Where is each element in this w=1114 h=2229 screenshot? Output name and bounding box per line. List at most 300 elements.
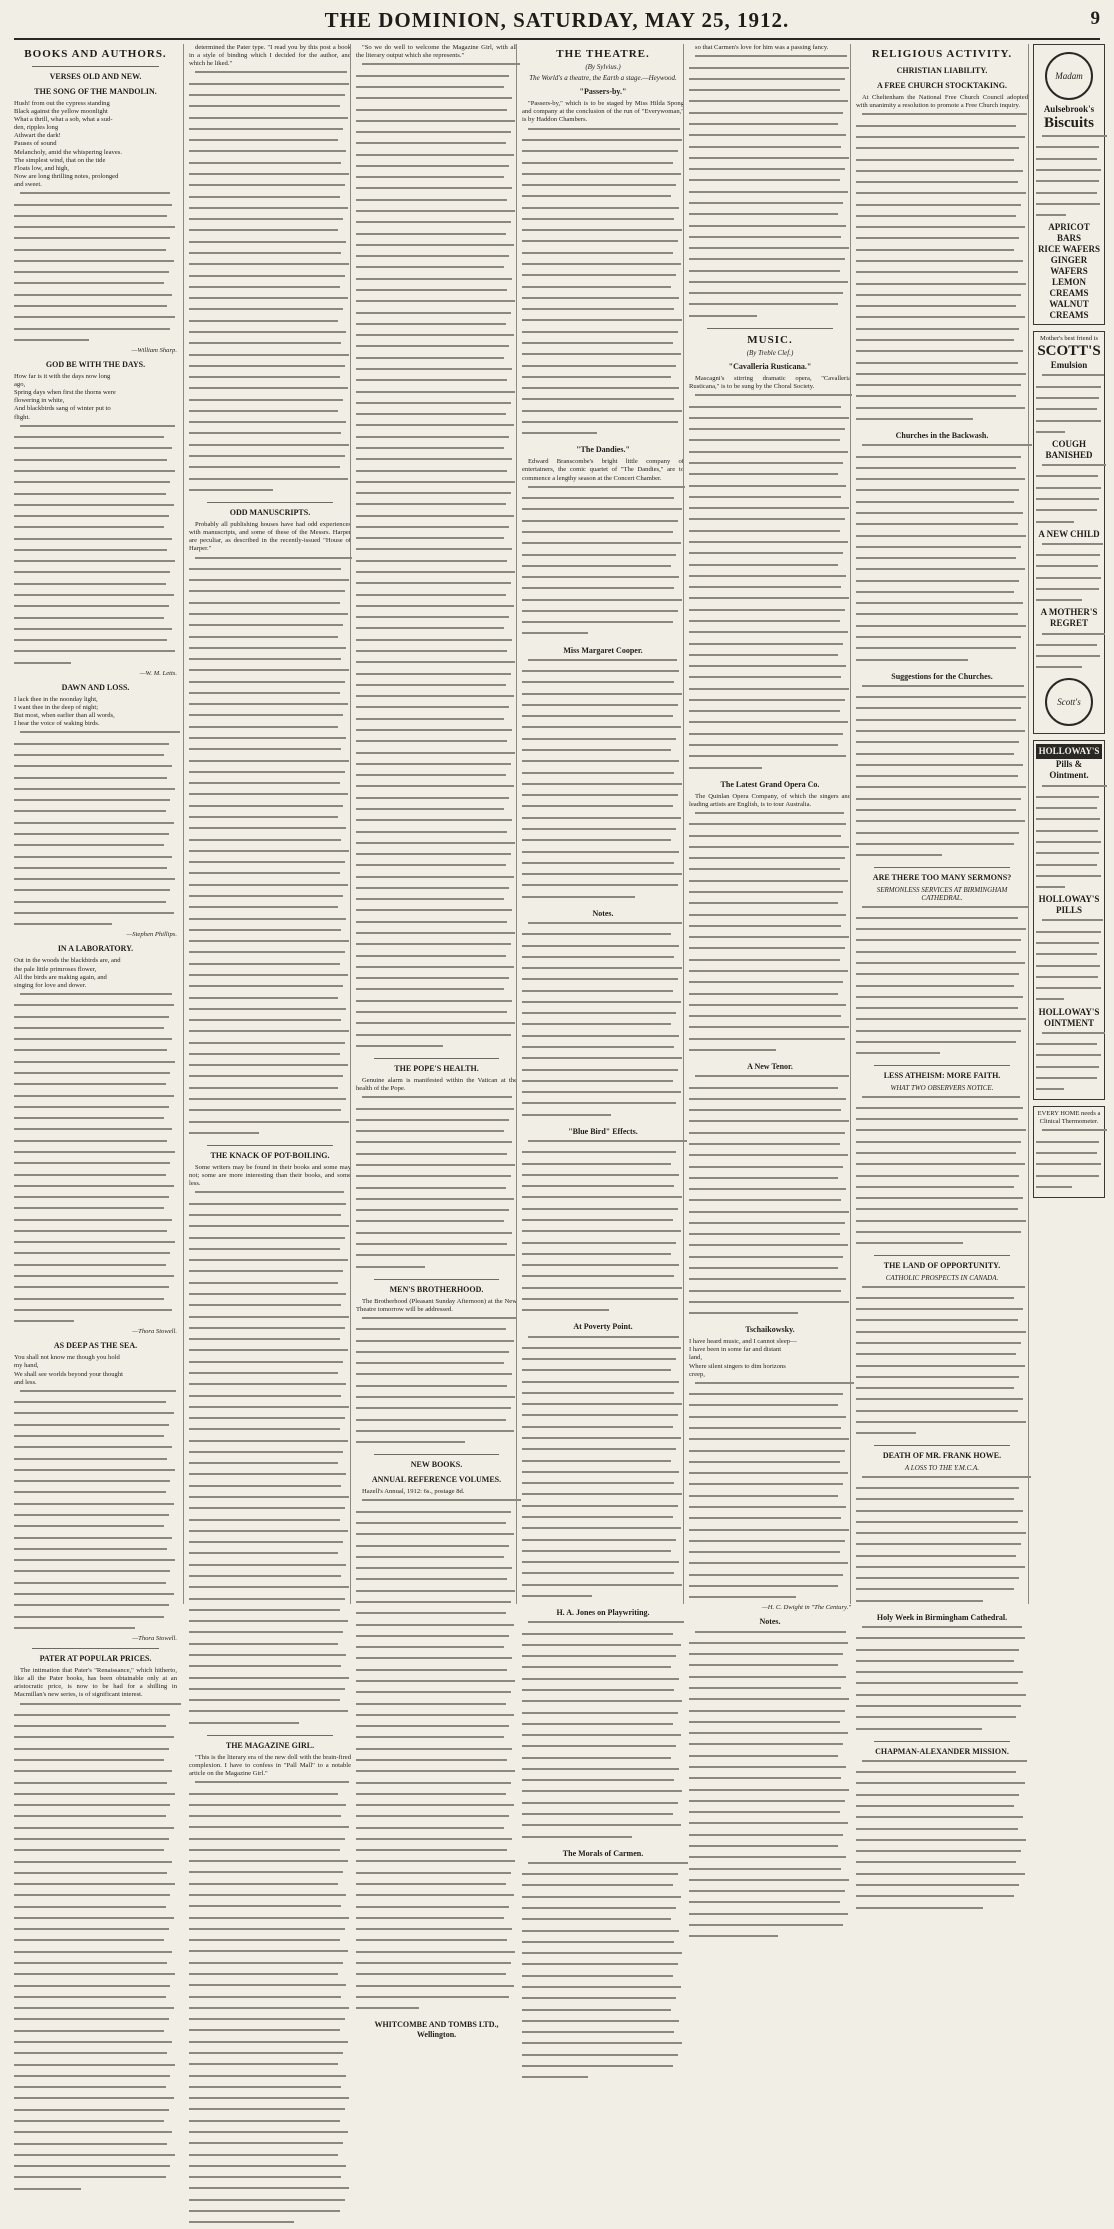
text-line <box>1036 397 1102 405</box>
text-line <box>856 1387 1028 1395</box>
text-line <box>1036 796 1102 804</box>
text-line <box>856 1884 1028 1892</box>
text-line <box>14 1264 177 1272</box>
text-line <box>14 1298 177 1306</box>
text-line <box>856 809 1028 817</box>
text-lines <box>689 812 851 1057</box>
text-line <box>189 1598 351 1606</box>
text-line <box>14 2018 177 2026</box>
text-line <box>1036 953 1102 961</box>
text-line <box>14 1973 177 1981</box>
text-line <box>856 568 1028 576</box>
text-line <box>522 398 684 406</box>
ad-text: EVERY HOME needs a Clinical Thermometer. <box>1037 1110 1101 1126</box>
text-line <box>856 685 1028 693</box>
text-line <box>522 933 684 941</box>
text-line <box>14 1616 177 1624</box>
column-3 <box>350 44 517 2040</box>
text-line <box>689 1710 851 1718</box>
text-line <box>522 1997 684 2005</box>
text-line <box>689 1879 851 1887</box>
text-line <box>189 602 351 610</box>
text-line <box>356 1556 517 1564</box>
text-lines <box>856 906 1028 1061</box>
text-line <box>1036 886 1102 894</box>
text-line <box>189 2041 351 2049</box>
text-line <box>189 1722 351 1730</box>
text-line <box>689 1562 851 1570</box>
text-line <box>1036 976 1102 984</box>
text-line <box>522 1369 684 1377</box>
text-line <box>1036 192 1102 200</box>
text-line <box>189 985 351 993</box>
text-lines <box>522 486 684 641</box>
text-line <box>14 282 177 290</box>
text-line <box>522 1471 684 1479</box>
text-line <box>189 906 351 914</box>
text-line <box>522 681 684 689</box>
text-line <box>356 1838 517 1846</box>
text-line <box>14 1759 177 1767</box>
text-line <box>1036 965 1102 973</box>
text-line <box>189 432 351 440</box>
byline: (By Sylvius.) <box>585 63 621 71</box>
text-line <box>856 1365 1028 1373</box>
text-line <box>689 1244 851 1252</box>
text-line <box>356 1220 517 1228</box>
text-line <box>189 1109 351 1117</box>
text-line <box>189 1552 351 1560</box>
text-line <box>356 312 517 320</box>
text-line <box>522 331 684 339</box>
text-line <box>189 1304 351 1312</box>
text-line <box>356 1232 517 1240</box>
text-line <box>689 1664 851 1672</box>
text-line <box>522 726 684 734</box>
text-line <box>856 339 1028 347</box>
madam-portrait: Madam <box>1045 52 1093 100</box>
text-line <box>189 1053 351 1061</box>
text-lines <box>522 128 684 441</box>
text-line <box>356 1511 517 1519</box>
text-line <box>189 117 351 125</box>
text-line <box>189 2075 351 2083</box>
text-line <box>356 176 517 184</box>
text-line <box>356 650 517 658</box>
text-line <box>856 939 1028 947</box>
text-line <box>689 1777 851 1785</box>
text-line <box>356 1419 517 1427</box>
text-lines <box>856 113 1028 426</box>
text-line <box>14 1106 177 1114</box>
text-lines <box>14 1703 177 2196</box>
subheading-less-atheism: LESS ATHEISM: MORE FAITH. <box>883 1071 1001 1081</box>
text-line <box>522 587 684 595</box>
text-line <box>689 631 851 639</box>
text-line <box>1036 1088 1102 1096</box>
text-line <box>1036 158 1102 166</box>
text-lines <box>1036 1129 1102 1194</box>
text-line <box>522 1644 684 1652</box>
text-line <box>189 173 351 181</box>
text-line <box>356 323 517 331</box>
text-line <box>1036 565 1102 573</box>
text-line <box>689 78 851 86</box>
text-line <box>856 215 1028 223</box>
text-line <box>14 515 177 523</box>
text-line <box>522 554 684 562</box>
text-line <box>356 1601 517 1609</box>
text-line <box>14 1928 177 1936</box>
text-line <box>689 1143 851 1151</box>
subheading-christian-liability: CHRISTIAN LIABILITY. <box>896 66 988 75</box>
text-line <box>14 2041 177 2049</box>
text-line <box>522 1309 684 1317</box>
text-line <box>522 1242 684 1250</box>
text-lines <box>1036 135 1102 222</box>
text-line <box>189 1030 351 1038</box>
text-line <box>189 816 351 824</box>
text-line <box>856 962 1028 970</box>
subheading-passers-by: "Passers-by." <box>579 87 627 97</box>
text-line <box>356 785 517 793</box>
text-line <box>356 221 517 229</box>
text-line <box>1036 633 1102 641</box>
text-line <box>689 1766 851 1774</box>
text-line <box>356 75 517 83</box>
text-line <box>689 868 851 876</box>
text-line <box>522 1666 684 1674</box>
text-line <box>856 1030 1028 1038</box>
text-lines <box>856 1286 1028 1441</box>
text-line <box>522 1057 684 1065</box>
text-line <box>14 822 177 830</box>
column-2 <box>183 44 351 1777</box>
text-line <box>856 591 1028 599</box>
text-line <box>356 1396 517 1404</box>
text-line <box>689 315 851 323</box>
text-line <box>356 932 517 940</box>
text-line <box>189 1815 351 1823</box>
article-paragraph: "So we do well to welcome the Magazine Girl, with all the literary output which she represents." <box>356 44 517 60</box>
text-line <box>189 1939 351 1947</box>
text-lines <box>689 1382 851 1604</box>
text-line <box>189 1710 351 1718</box>
text-lines <box>356 1499 517 2015</box>
text-line <box>522 1824 684 1832</box>
text-line <box>689 970 851 978</box>
text-line <box>14 2188 177 2196</box>
text-line <box>14 777 177 785</box>
text-line <box>856 1353 1028 1361</box>
text-line <box>689 857 851 865</box>
text-line <box>189 1214 351 1222</box>
text-line <box>189 1699 351 1707</box>
subheading-notes: Notes. <box>592 908 614 918</box>
subheading-holy-week: Holy Week in Birmingham Cathedral. <box>876 1612 1008 1622</box>
text-line <box>356 1691 517 1699</box>
text-line <box>14 328 177 336</box>
text-line <box>856 204 1028 212</box>
text-line <box>689 1913 851 1921</box>
text-line <box>189 1793 351 1801</box>
text-line <box>14 650 177 658</box>
text-line <box>356 1736 517 1744</box>
text-line <box>689 213 851 221</box>
text-line <box>356 1669 517 1677</box>
text-line <box>189 1349 351 1357</box>
subheading-frank-howe: DEATH OF MR. FRANK HOWE. <box>882 1451 1002 1461</box>
text-line <box>14 1894 177 1902</box>
text-line <box>522 783 684 791</box>
section-heading-religious: RELIGIOUS ACTIVITY. <box>871 48 1013 60</box>
text-line <box>356 909 517 917</box>
text-line <box>189 624 351 632</box>
epigraph: The World's a theatre, the Earth a stage.—Heywood. <box>529 74 677 83</box>
text-line <box>689 1631 851 1639</box>
poem-title-mandolin: THE SONG OF THE MANDOLIN. <box>34 87 157 96</box>
text-line <box>856 1208 1028 1216</box>
text-line <box>189 2165 351 2173</box>
text-line <box>856 1220 1028 1228</box>
text-line <box>356 1351 517 1359</box>
text-line <box>689 1312 851 1320</box>
text-line <box>189 805 351 813</box>
text-line <box>689 1755 851 1763</box>
text-line <box>522 956 684 964</box>
text-line <box>14 1838 177 1846</box>
text-line <box>14 743 177 751</box>
text-line <box>522 387 684 395</box>
text-line <box>189 139 351 147</box>
text-line <box>14 788 177 796</box>
subheading-mens-brotherhood: MEN'S BROTHERHOOD. <box>389 1284 484 1294</box>
text-line <box>522 1975 684 1983</box>
text-line <box>689 755 851 763</box>
text-line <box>1036 169 1102 177</box>
text-line <box>522 760 684 768</box>
text-line <box>522 1287 684 1295</box>
text-line <box>856 1521 1028 1529</box>
text-line <box>689 744 851 752</box>
text-line <box>856 1510 1028 1518</box>
text-line <box>189 1440 351 1448</box>
text-line <box>522 497 684 505</box>
text-line <box>856 147 1028 155</box>
text-line <box>689 258 851 266</box>
text-line <box>14 993 177 1001</box>
text-line <box>856 535 1028 543</box>
text-line <box>189 184 351 192</box>
text-line <box>522 1023 684 1031</box>
text-line <box>14 1793 177 1801</box>
text-line <box>689 1015 851 1023</box>
text-lines <box>14 192 177 347</box>
text-line <box>689 1098 851 1106</box>
text-line <box>522 1102 684 1110</box>
text-line <box>856 1577 1028 1585</box>
text-line <box>189 1473 351 1481</box>
text-line <box>356 537 517 545</box>
text-line <box>356 1703 517 1711</box>
text-line <box>856 226 1028 234</box>
text-line <box>522 365 684 373</box>
text-line <box>356 154 517 162</box>
subheading-odd-manuscripts: ODD MANUSCRIPTS. <box>229 507 311 517</box>
text-line <box>189 1019 351 1027</box>
text-line <box>522 1550 684 1558</box>
text-line <box>356 1373 517 1381</box>
text-line <box>189 1338 351 1346</box>
article-paragraph: Edward Branscombe's bright little company of entertainers, the comic quartet of "The Dandies," are to commence a lengthy season at the Concert Chamber. <box>522 458 684 482</box>
text-line <box>14 1196 177 1204</box>
text-lines <box>856 685 1028 862</box>
text-line <box>856 786 1028 794</box>
text-line <box>189 1564 351 1572</box>
text-lines <box>189 1191 351 1729</box>
text-line <box>356 1725 517 1733</box>
holloways-ad <box>1033 740 1105 1100</box>
text-line <box>356 1951 517 1959</box>
subheading-stocktaking: A FREE CHURCH STOCKTAKING. <box>877 81 1007 90</box>
text-line <box>14 1951 177 1959</box>
text-line <box>689 191 851 199</box>
text-line <box>189 1905 351 1913</box>
page-number: 9 <box>1090 8 1100 29</box>
text-line <box>14 1016 177 1024</box>
text-line <box>14 867 177 875</box>
text-line <box>1036 919 1102 927</box>
text-line <box>856 1716 1028 1724</box>
text-line <box>856 113 1028 121</box>
text-line <box>1036 852 1102 860</box>
text-line <box>356 1849 517 1857</box>
text-line <box>856 1805 1028 1813</box>
text-line <box>522 862 684 870</box>
text-line <box>356 1894 517 1902</box>
text-line <box>522 1336 684 1344</box>
text-line <box>856 1907 1028 1915</box>
text-line <box>522 319 684 327</box>
poem-title-dawn-and-loss: DAWN AND LOSS. <box>61 682 130 692</box>
text-line <box>189 2007 351 2015</box>
text-line <box>356 289 517 297</box>
text-line <box>522 1091 684 1099</box>
text-line <box>689 1049 851 1057</box>
text-lines <box>522 922 684 1122</box>
aulsebrook-biscuits-ad: Madam Aulsebrook's Biscuits APRICOT BARS RICE WAFERS GINGER WAFERS LEMON CREAMS WALNUT CREAMS <box>1033 44 1105 325</box>
text-line <box>356 424 517 432</box>
text-line <box>189 1530 351 1538</box>
text-line <box>522 704 684 712</box>
text-line <box>14 1770 177 1778</box>
text-line <box>189 207 351 215</box>
text-line <box>689 1472 851 1480</box>
text-line <box>14 583 177 591</box>
text-line <box>14 2176 177 2184</box>
text-line <box>856 305 1028 313</box>
text-line <box>356 1928 517 1936</box>
text-line <box>14 1140 177 1148</box>
text-line <box>189 636 351 644</box>
text-line <box>189 963 351 971</box>
text-line <box>189 974 351 982</box>
text-line <box>356 1657 517 1665</box>
text-line <box>356 977 517 985</box>
text-line <box>356 1680 517 1688</box>
text-line <box>14 594 177 602</box>
text-line <box>356 379 517 387</box>
text-line <box>356 1045 517 1053</box>
text-line <box>356 165 517 173</box>
text-line <box>689 1845 851 1853</box>
text-line <box>189 1406 351 1414</box>
text-line <box>689 1290 851 1298</box>
text-line <box>522 1655 684 1663</box>
advertisements-column <box>1028 44 1105 1604</box>
text-line <box>14 1525 177 1533</box>
text-line <box>689 134 851 142</box>
text-line <box>522 139 684 147</box>
ad-product: Emulsion <box>1050 360 1088 371</box>
text-line <box>522 2054 684 2062</box>
text-line <box>14 2120 177 2128</box>
text-line <box>689 89 851 97</box>
text-line <box>522 1595 684 1603</box>
text-line <box>689 654 851 662</box>
text-line <box>856 832 1028 840</box>
text-line <box>689 1822 851 1830</box>
subheading-blue-bird: "Blue Bird" Effects. <box>568 1126 638 1136</box>
text-lines <box>1036 919 1102 1006</box>
text-line <box>522 1768 684 1776</box>
text-line <box>356 515 517 523</box>
text-line <box>522 1001 684 1009</box>
text-line <box>689 394 851 402</box>
text-line <box>189 1883 351 1891</box>
text-line <box>522 1035 684 1043</box>
text-line <box>189 1894 351 1902</box>
text-line <box>689 1004 851 1012</box>
text-line <box>1036 1032 1102 1040</box>
text-line <box>522 632 684 640</box>
text-line <box>522 1621 684 1629</box>
text-line <box>1036 841 1102 849</box>
text-lines <box>189 1781 351 2229</box>
text-line <box>189 850 351 858</box>
text-line <box>856 362 1028 370</box>
text-line <box>14 2007 177 2015</box>
text-line <box>689 1404 851 1412</box>
text-line <box>189 1804 351 1812</box>
text-line <box>856 1096 1028 1104</box>
text-line <box>356 436 517 444</box>
text-line <box>689 157 851 165</box>
text-line <box>856 707 1028 715</box>
subheading-dandies: "The Dandies." <box>576 445 630 455</box>
text-line <box>689 699 851 707</box>
text-line <box>14 2165 177 2173</box>
text-line <box>856 1231 1028 1239</box>
text-lines <box>189 71 351 497</box>
text-line <box>689 1450 851 1458</box>
text-line <box>689 1517 851 1525</box>
text-line <box>14 260 177 268</box>
text-line <box>356 1635 517 1643</box>
text-line <box>522 1114 684 1122</box>
text-line <box>189 1327 351 1335</box>
text-line <box>356 447 517 455</box>
